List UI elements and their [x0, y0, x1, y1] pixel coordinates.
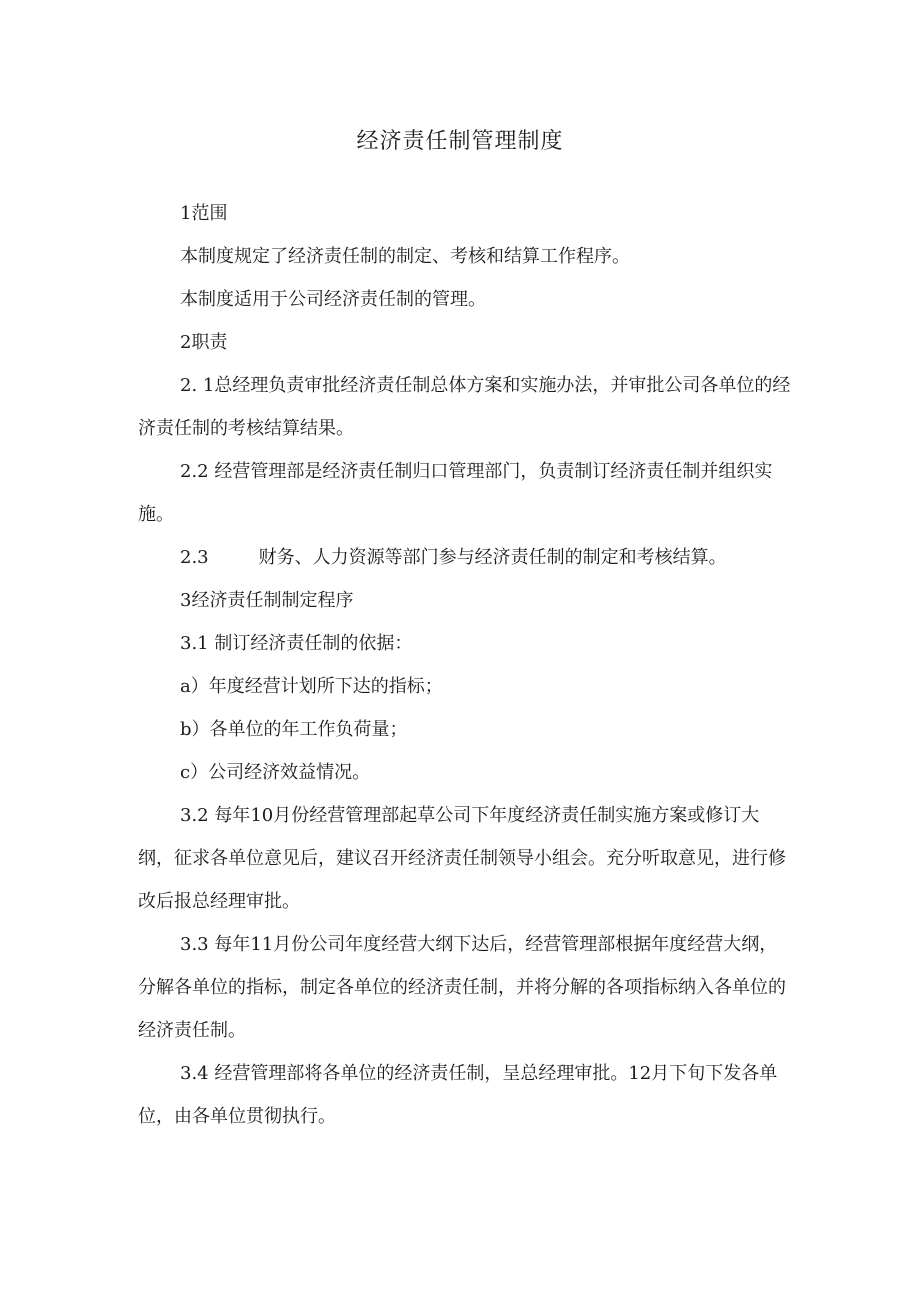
paragraph-3-2: 3.2 每年10月份经营管理部起草公司下年度经济责任制实施方案或修订大纲，征求各单位意见后，建议召开经济责任制领导小组会。充分听取意见，进行修改后报总经理审批。: [138, 805, 786, 912]
paragraph-2-2: 2.2 经营管理部是经济责任制归口管理部门，负责制订经济责任制并组织实施。: [138, 461, 773, 525]
document-body: [138, 192, 792, 1138]
section-heading-responsibilities: 2职责: [180, 332, 228, 353]
paragraph-2-3-text: 财务、人力资源等部门参与经济责任制的制定和考核结算。: [258, 547, 727, 568]
list-item-c: c）公司经济效益情况。: [180, 762, 371, 783]
paragraph-2-1: 2. 1总经理负责审批经济责任制总体方案和实施办法，并审批公司各单位的经济责任制的考核结算结果。: [138, 375, 791, 439]
paragraph-3-1: 3.1 制订经济责任制的依据：: [180, 633, 413, 654]
paragraph-3-4: 3.4 经营管理部将各单位的经济责任制，呈总经理审批。12月下旬下发各单位，由各单位贯彻执行。: [138, 1063, 778, 1127]
paragraph-2-3: [138, 536, 792, 579]
section-heading-procedure: 3经济责任制制定程序: [180, 590, 354, 611]
section-heading-scope: 1范围: [180, 203, 228, 224]
list-item-b: b）各单位的年工作负荷量；: [180, 719, 408, 740]
paragraph-scope-content: 本制度规定了经济责任制的制定、考核和结算工作程序。: [180, 246, 630, 267]
paragraph-scope-applicability: 本制度适用于公司经济责任制的管理。: [180, 289, 486, 310]
list-item-a: a）年度经营计划所下达的指标；: [180, 676, 443, 697]
document-title: 经济责任制管理制度: [356, 129, 564, 154]
paragraph-3-3: 3.3 每年11月份公司年度经营大纲下达后，经营管理部根据年度经营大纲，分解各单位的指标，制定各单位的经济责任制，并将分解的各项指标纳入各单位的经济责任制。: [138, 934, 786, 1041]
paragraph-2-3-number: 2.3: [180, 547, 209, 568]
